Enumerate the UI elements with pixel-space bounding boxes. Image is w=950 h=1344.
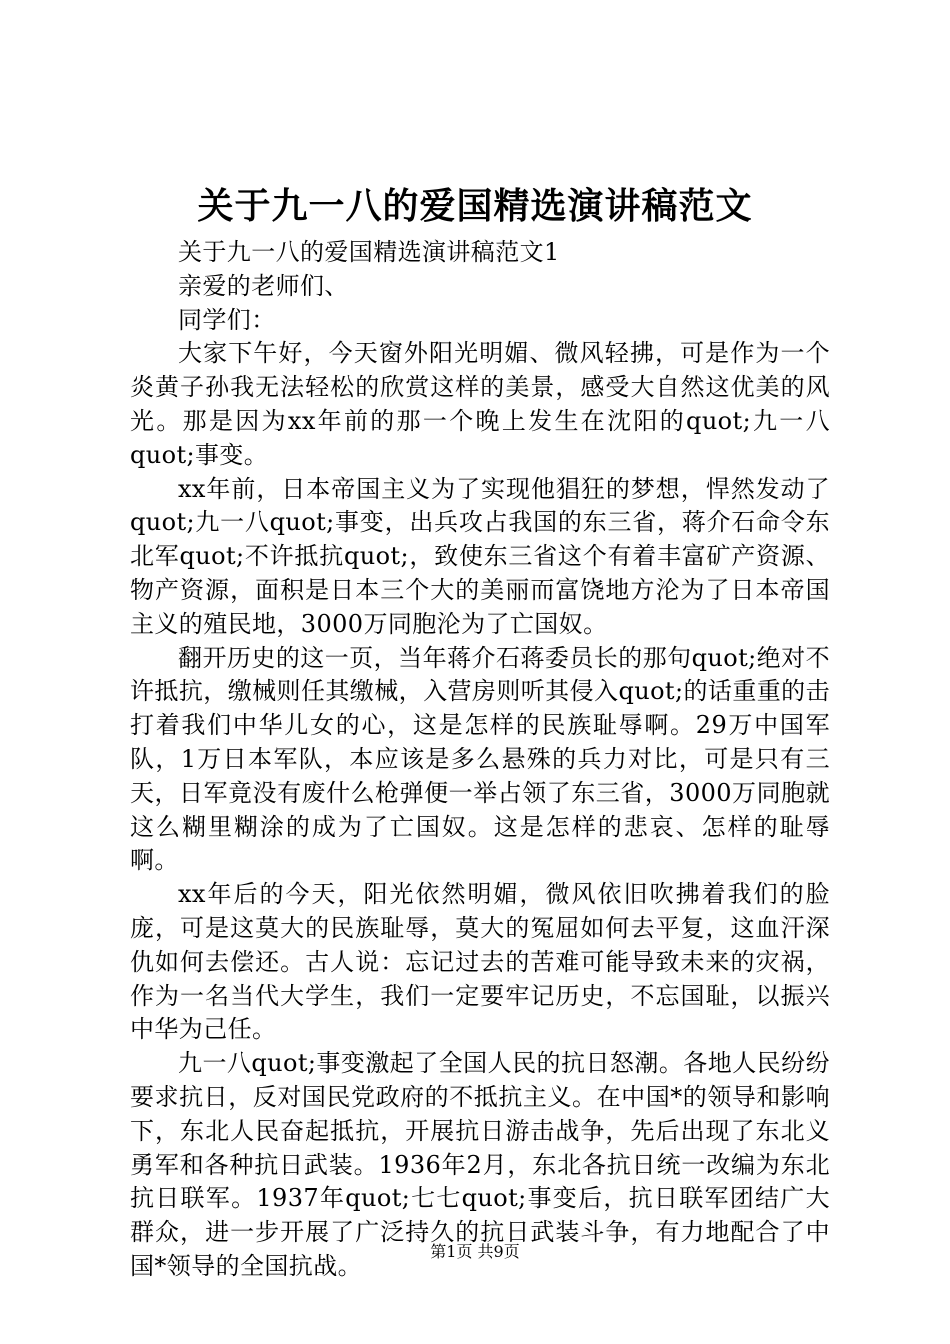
- document-body: [130, 236, 830, 1284]
- paragraph-greeting: 大家下午好，今天窗外阳光明媚、微风轻拂，可是作为一个炎黄子孙我无法轻松的欣赏这样的美景，感受大自然这优美的风光。那是因为xx年前的那一个晚上发生在沈阳的quot;九一八quot;事变。: [130, 339, 830, 469]
- paragraph-humiliation: 翻开历史的这一页，当年蒋介石蒋委员长的那句quot;绝对不许抵抗，缴械则任其缴械，入营房则听其侵入quot;的话重重的击打着我们中华儿女的心，这是怎样的民族耻辱啊。29万中国军队，1万日本军队，本应该是多么悬殊的兵力对比，可是只有三天，日军竟没有废什么枪弹便一举占领了东三省，3000万同胞就这么糊里糊涂的成为了亡国奴。这是怎样的悲哀、怎样的耻辱啊。: [130, 643, 830, 875]
- paragraph-history: xx年前，日本帝国主义为了实现他猖狂的梦想，悍然发动了quot;九一八quot;事变，出兵攻占我国的东三省，蒋介石命令东北军quot;不许抵抗quot;，致使东三省这个有着丰富矿产资源、物产资源，面积是日本三个大的美丽而富饶地方沦为了日本帝国主义的殖民地，3000万同胞沦为了亡国奴。: [130, 474, 830, 638]
- document-title: 关于九一八的爱国精选演讲稿范文: [197, 185, 753, 227]
- paragraph-today: xx年后的今天，阳光依然明媚，微风依旧吹拂着我们的脸庞，可是这莫大的民族耻辱，莫大的冤屈如何去平复，这血汗深仇如何去偿还。古人说：忘记过去的苦难可能导致未来的灾祸，作为一名当代大学生，我们一定要牢记历史，不忘国耻，以振兴中华为己任。: [130, 880, 830, 1044]
- paragraph-resistance: 九一八quot;事变激起了全国人民的抗日怒潮。各地人民纷纷要求抗日，反对国民党政府的不抵抗主义。在中国*的领导和影响下，东北人民奋起抵抗，开展抗日游击战争，先后出现了东北义勇军和各种抗日武装。1936年2月，东北各抗日统一改编为东北抗日联军。1937年quot;七七quot;事变后，抗日联军团结广大群众，进一步开展了广泛持久的抗日武装斗争，有力地配合了中国*领导的全国抗战。: [130, 1049, 830, 1280]
- section-heading: 关于九一八的爱国精选演讲稿范文1: [178, 238, 560, 266]
- salutation-line-1: 亲爱的老师们、: [178, 271, 349, 300]
- page-number-footer: 第1页 共9页: [430, 1242, 520, 1261]
- salutation-line-2: 同学们：: [178, 305, 276, 334]
